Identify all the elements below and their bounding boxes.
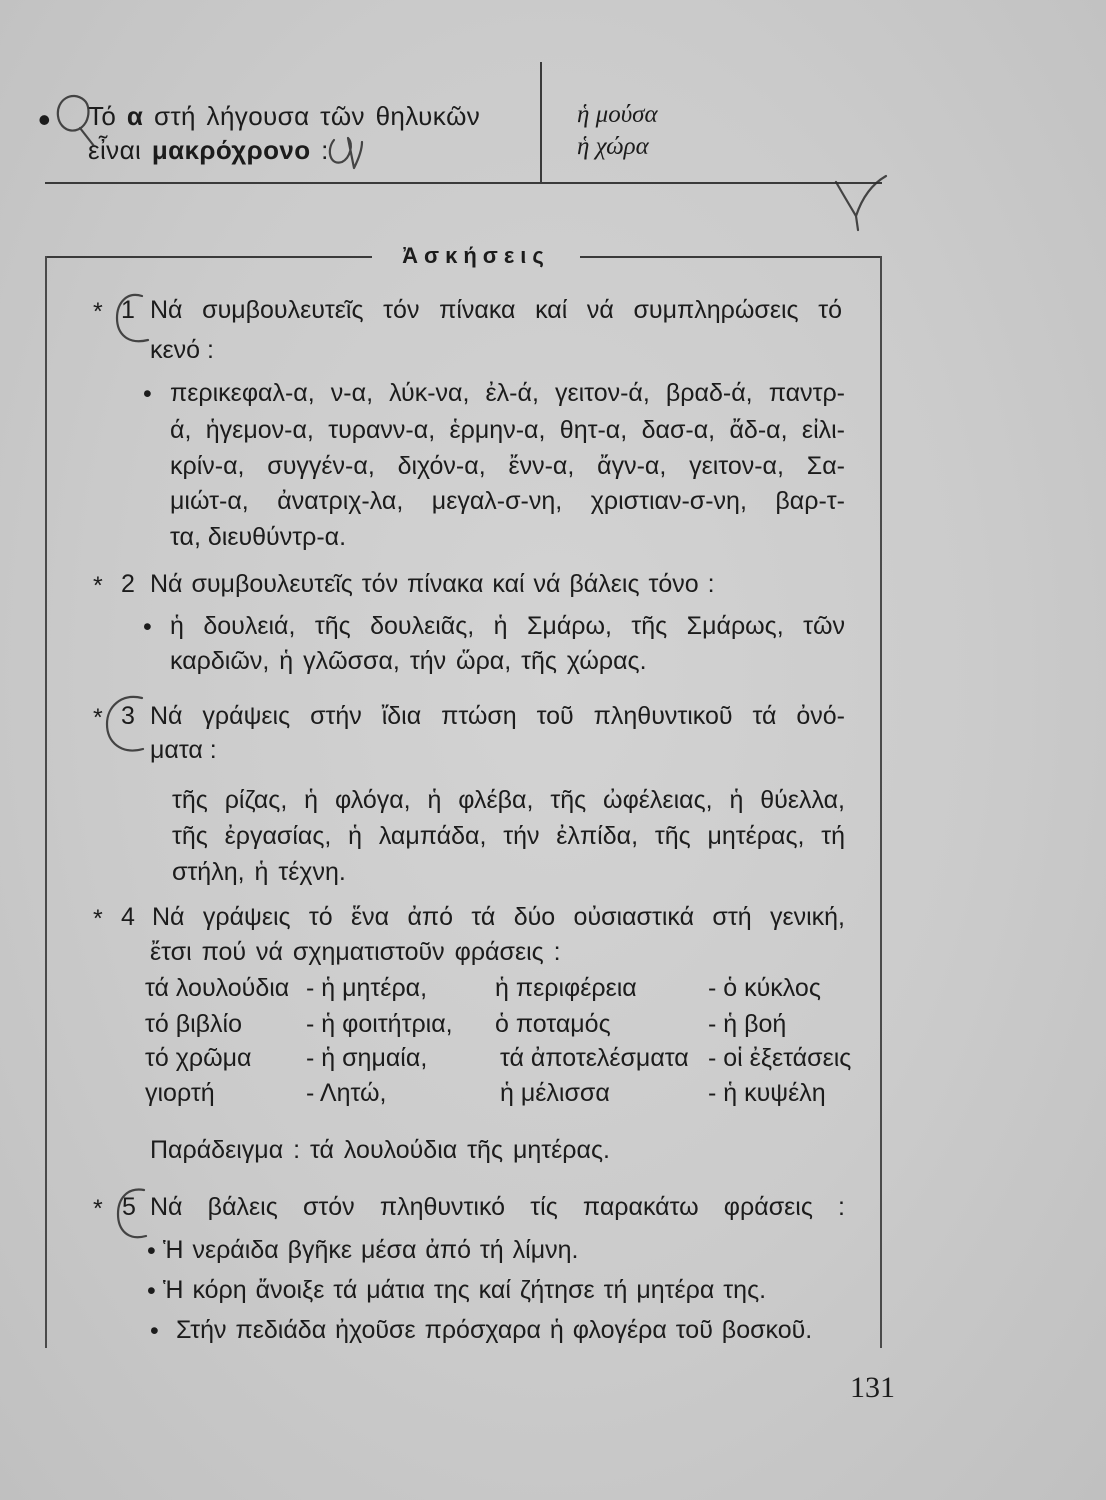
handwritten-checkmark xyxy=(836,176,886,230)
exercise-5-number: 5 xyxy=(122,1193,136,1221)
exercise-4-instruction: ἔτσι πού νά σχηματιστοῦν φράσεις : xyxy=(150,938,561,966)
frame-left xyxy=(45,256,47,1348)
exercise-3-line: τῆς ρίζας, ἡ φλόγα, ἡ φλέβα, τῆς ὠφέλειας, ἡ θύελλα, xyxy=(172,786,845,814)
table-cell: - ὁ κύκλος xyxy=(708,974,821,1002)
frame-right xyxy=(880,256,882,1348)
exercise-1-instruction: κενό : xyxy=(150,336,214,364)
exercise-4-example: Παράδειγμα : τά λουλούδια τῆς μητέρας. xyxy=(150,1136,610,1164)
table-cell: ἡ μέλισσα xyxy=(500,1079,610,1107)
exercise-2-instruction: Νά συμβουλευτεῖς τόν πίνακα καί νά βάλεις τόνο : xyxy=(150,570,715,598)
table-cell: - ἡ σημαία, xyxy=(306,1044,428,1072)
intro-bold-letter: α xyxy=(126,101,144,131)
table-cell: - ἡ μητέρα, xyxy=(306,974,428,1002)
intro-example-1: ἡ μούσα xyxy=(577,101,658,128)
exercise-2-bullet: • xyxy=(143,613,152,641)
exercise-3-line: τῆς ἐργασίας, ἡ λαμπάδα, τήν ἐλπίδα, τῆς μητέρας, τή xyxy=(172,822,845,850)
table-cell: τό χρῶμα xyxy=(145,1044,252,1072)
exercise-1-line: περικεφαλ-α, ν-α, λύκ-να, ἐλ-ά, γειτον-ά, βραδ-ά, παντρ- xyxy=(170,379,845,407)
intro-text: εἶναι xyxy=(88,135,142,165)
intro-rule-line-1 xyxy=(88,100,480,132)
exercise-5-marker: * xyxy=(93,1195,103,1223)
exercise-1-line: ά, ἡγεμον-α, τυρανν-α, ἑρμην-α, θητ-α, δασ-α, ἄδ-α, εἰλι- xyxy=(170,416,845,444)
intro-text: : xyxy=(321,135,329,165)
table-cell: τά λουλούδια xyxy=(145,974,290,1002)
frame-top-left xyxy=(45,256,372,258)
exercise-1-line: τα, διευθύντρ-α. xyxy=(170,523,347,551)
exercise-3-line: στήλη, ἡ τέχνη. xyxy=(172,858,346,886)
table-cell: τό βιβλίο xyxy=(145,1010,242,1038)
exercise-1-number: 1 xyxy=(121,296,135,324)
exercise-3-number: 3 xyxy=(121,702,135,730)
intro-example-2: ἡ χώρα xyxy=(577,133,649,160)
exercise-5-sentence: Στήν πεδιάδα ἠχοῦσε πρόσχαρα ἡ φλογέρα τοῦ βοσκοῦ. xyxy=(176,1316,813,1344)
exercise-1-instruction: Νά συμβουλευτεῖς τόν πίνακα καί νά συμπληρώσεις τό xyxy=(150,296,842,324)
exercise-5-bullet: • xyxy=(147,1277,156,1305)
exercise-3-instruction: ματα : xyxy=(150,736,217,764)
table-cell: ὁ ποταμός xyxy=(495,1010,611,1038)
frame-top-right xyxy=(580,256,882,258)
exercise-2-marker: * xyxy=(93,572,103,600)
section-divider xyxy=(45,182,882,184)
intro-bold-term: μακρόχρονο xyxy=(151,135,311,165)
exercise-5-sentence: Ἡ κόρη ἄνοιξε τά μάτια της καί ζήτησε τή μητέρα της. xyxy=(163,1276,767,1304)
exercise-5-bullet: • xyxy=(147,1237,156,1265)
exercise-1-bullet: • xyxy=(143,380,152,408)
column-divider xyxy=(540,62,542,182)
table-cell: - Λητώ, xyxy=(306,1079,387,1107)
exercise-3-instruction: Νά γράψεις στήν ἴδια πτώση τοῦ πληθυντικοῦ τά ὀνό- xyxy=(150,702,845,730)
exercises-title: Ἀσκήσεις xyxy=(402,243,550,268)
intro-text: Τό xyxy=(88,101,117,131)
table-cell: - ἡ βοή xyxy=(708,1010,787,1038)
table-cell: - οἱ ἐξετάσεις xyxy=(708,1044,852,1072)
intro-text: στή λήγουσα τῶν θηλυκῶν xyxy=(153,101,481,131)
page-number: 131 xyxy=(850,1371,895,1404)
exercise-1-marker: * xyxy=(93,298,103,326)
exercise-1-line: κρίν-α, συγγέν-α, διχόν-α, ἔνν-α, ἄγν-α, γειτον-α, Σα- xyxy=(170,452,845,480)
table-cell: τά ἀποτελέσματα xyxy=(500,1044,689,1072)
exercise-1-line: μιώτ-α, ἀνατριχ-λα, μεγαλ-σ-νη, χριστιαν-σ-νη, βαρ-τ- xyxy=(170,487,845,515)
table-cell: γιορτή xyxy=(145,1079,215,1107)
table-cell: ἡ περιφέρεια xyxy=(495,974,637,1002)
intro-bullet: • xyxy=(38,99,51,140)
exercise-5-instruction: Νά βάλεις στόν πληθυντικό τίς παρακάτω φράσεις : xyxy=(150,1193,845,1221)
exercise-2-line: ἡ δουλειά, τῆς δουλειᾶς, ἡ Σμάρω, τῆς Σμάρως, τῶν xyxy=(170,612,845,640)
exercise-4-number: 4 xyxy=(121,903,135,931)
handwritten-scribble-intro xyxy=(330,138,362,168)
exercise-4-instruction: Νά γράψεις τό ἕνα ἀπό τά δύο οὐσιαστικά στή γενική, xyxy=(152,903,845,931)
exercise-4-marker: * xyxy=(93,905,103,933)
intro-rule-line-2 xyxy=(88,134,329,166)
exercise-3-marker: * xyxy=(93,704,103,732)
table-cell: - ἡ κυψέλη xyxy=(708,1079,826,1107)
exercise-2-line: καρδιῶν, ἡ γλῶσσα, τήν ὥρα, τῆς χώρας. xyxy=(170,647,647,675)
exercise-5-bullet: • xyxy=(150,1317,159,1345)
exercise-2-number: 2 xyxy=(121,570,135,598)
table-cell: - ἡ φοιτήτρια, xyxy=(306,1010,453,1038)
exercise-5-sentence: Ἡ νεράιδα βγῆκε μέσα ἀπό τή λίμνη. xyxy=(163,1236,579,1264)
